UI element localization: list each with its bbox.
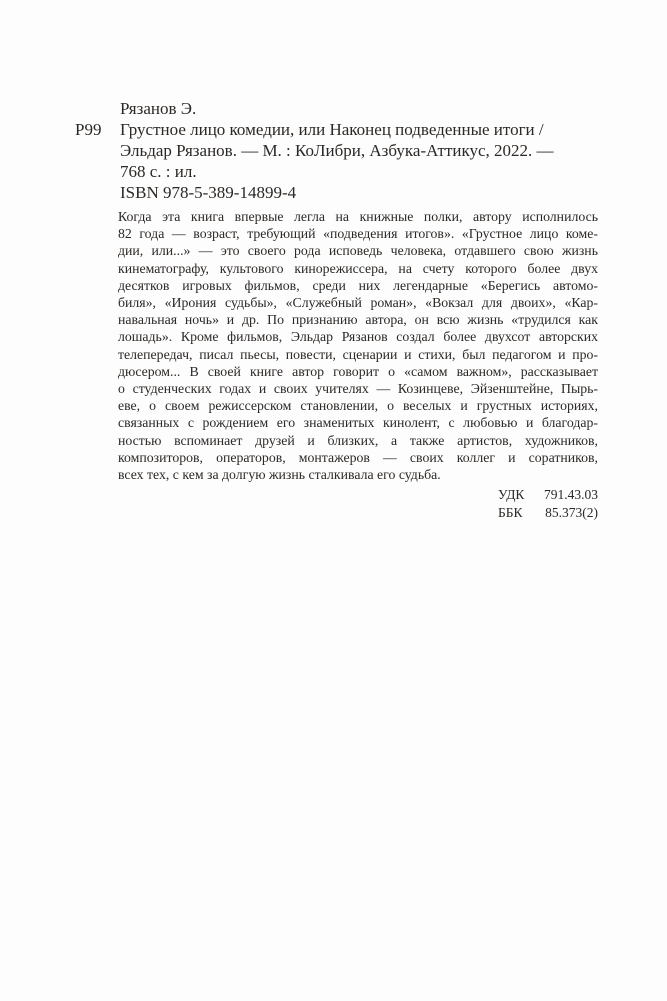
bib-line: ISBN 978-5-389-14899-4 — [120, 183, 297, 202]
udk-value: 791.43.03 — [544, 487, 598, 502]
bib-line: Грустное лицо комедии, или Наконец подведенные итоги / — [120, 120, 544, 139]
bib-line: Эльдар Рязанов. — М. : КоЛибри, Азбука-Аттикус, 2022. — — [120, 141, 554, 160]
bibliographic-entry — [120, 119, 554, 203]
catalog-code: Р99 — [75, 120, 102, 139]
udk-row — [498, 486, 598, 504]
classification-block — [498, 486, 598, 521]
annotation-line: еве, о своем режиссерском становлении, о веселых и грустных историях, — [118, 398, 598, 414]
annotation-line: Когда эта книга впервые легла на книжные полки, автору исполнилось — [118, 209, 598, 224]
annotation-line: связанных с рождением его знаменитых кинолент, с любовью и благодар- — [118, 415, 598, 431]
annotation-line: навальная ночь» и др. По признанию автора, он всю жизнь «трудился как — [118, 312, 598, 328]
bbk-row — [498, 504, 598, 522]
annotation-line: лошадь». Кроме фильмов, Эльдар Рязанов создал более двухсот авторских — [118, 329, 598, 345]
bbk-label: ББК — [498, 504, 523, 520]
annotation-line: биля», «Ирония судьбы», «Служебный роман», «Вокзал для двоих», «Кар- — [118, 295, 598, 311]
annotation-line: дии, или...» — это своего рода исповедь человека, отдавшего свою жизнь — [118, 243, 598, 259]
annotation-line: телепередач, писал пьесы, повести, сценарии и стихи, был педагогом и про- — [118, 346, 598, 362]
annotation-line: композиторов, операторов, монтажеров — своих коллег и соратников, — [118, 449, 598, 465]
bib-line: 768 с. : ил. — [120, 162, 197, 181]
annotation-line: 82 года — возраст, требующий «подведения итогов». «Грустное лицо коме- — [118, 226, 598, 242]
annotation-line: дюсером... В своей книге автор говорит о «самом важном», рассказывает — [118, 363, 598, 379]
annotation-paragraph — [118, 208, 598, 483]
annotation-line: о студенческих годах и своих учителях — Козинцеве, Эйзенштейне, Пырь- — [118, 381, 598, 397]
annotation-line: кинематографу, культового кинорежиссера, на счету которого более двух — [118, 260, 598, 276]
author-heading: Рязанов Э. — [120, 99, 197, 118]
annotation-line: десятков игровых фильмов, среди них легендарные «Берегись автомо- — [118, 277, 598, 293]
annotation-line: всех тех, с кем за долгую жизнь сталкивала его судьба. — [118, 467, 441, 483]
bbk-value: 85.373(2) — [545, 504, 598, 520]
annotation-line: ностью вспоминает друзей и близких, а также артистов, художников, — [118, 432, 598, 448]
udk-label: УДК — [498, 487, 525, 502]
